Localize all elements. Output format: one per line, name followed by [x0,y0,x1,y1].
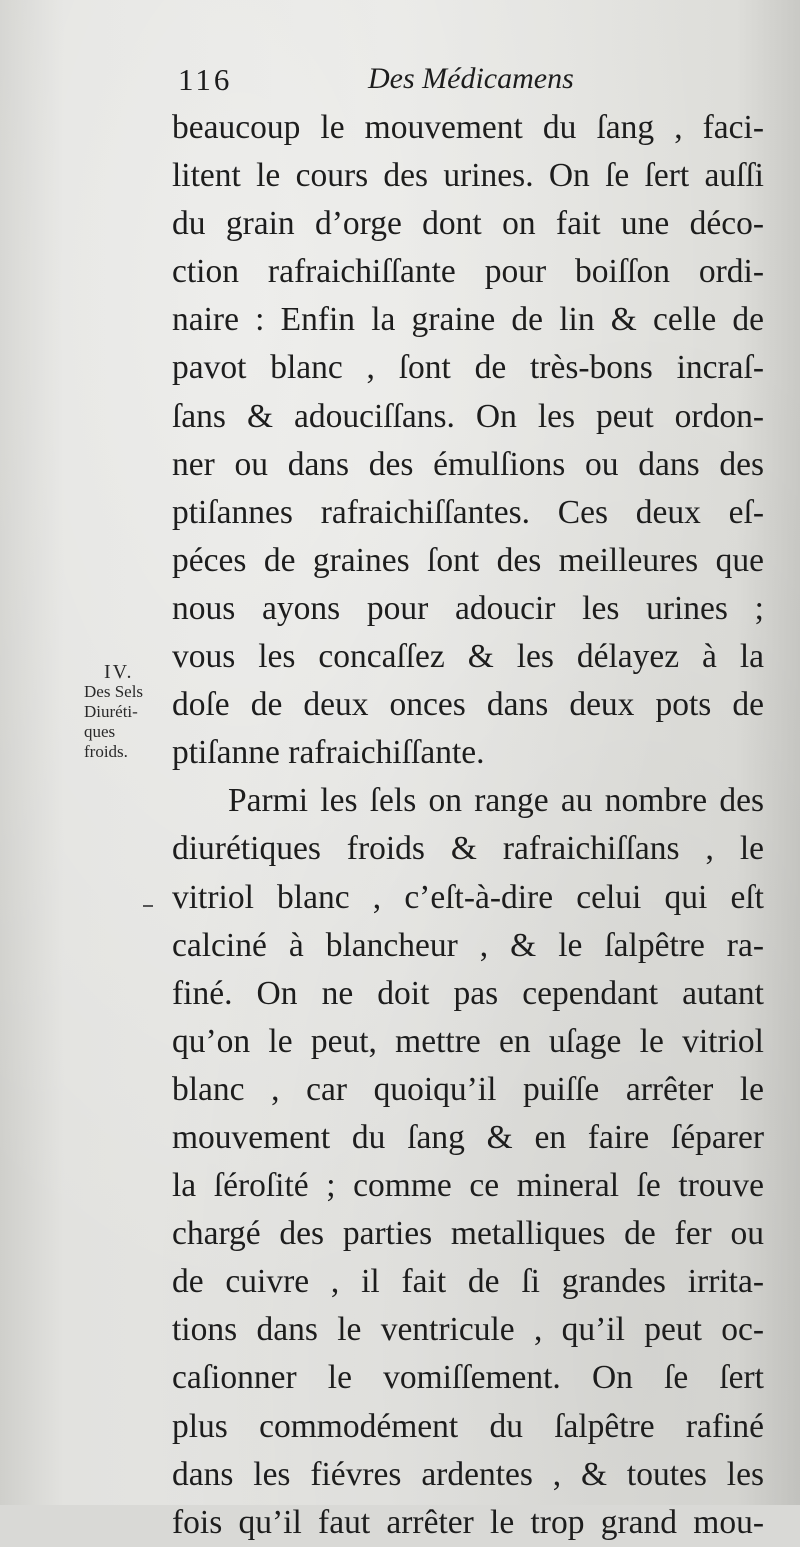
running-head: Des Médicamens [368,62,574,95]
page-number: 116 [178,62,233,97]
text-line: de cuivre , il fait de ſi grandes irrita- [172,1263,764,1301]
text-line: tions dans le ventricule , qu’il peut oc- [172,1311,764,1349]
text-line: vitriol blanc , c’eſt-à-dire celui qui eſt [172,878,764,916]
text-line: calciné à blancheur , & le ſalpêtre ra- [172,926,764,964]
margin-note-line: froids. [84,742,128,761]
margin-note-line: Des Sels [84,682,144,701]
text-line: dans les fiévres ardentes , & toutes les [172,1455,764,1493]
text-line: mouvement du ſang & en faire ſéparer [172,1118,764,1156]
text-line: blanc , car quoiqu’il puiſſe arrêter le [172,1070,764,1108]
text-line: ſans & adouciſſans. On les peut ordon- [172,397,764,435]
text-line: vous les concaſſez & les délayez à la [172,638,764,676]
margin-note-numeral: IV. [104,661,134,683]
margin-note [84,662,174,762]
margin-note-line: Diuréti- [84,702,138,721]
text-line: du grain d’orge dont on fait une déco- [172,205,764,243]
text-line: ction rafraichiſſante pour boiſſon ordi- [172,253,764,291]
page-header [178,62,778,102]
text-line: ner ou dans des émulſions ou dans des [172,445,764,483]
text-line: caſionner le vomiſſement. On ſe ſert [172,1359,764,1397]
text-line: naire : Enfin la graine de lin & celle de [172,301,764,339]
text-line: qu’on le peut, mettre en uſage le vitriol [172,1022,764,1060]
body-text [172,104,764,1547]
text-line: péces de graines ſont des meilleures que [172,541,764,579]
text-line: diurétiques froids & rafraichiſſans , le [172,830,764,868]
text-line: la ſéroſité ; comme ce mineral ſe trouve [172,1167,764,1205]
text-line: doſe de deux onces dans deux pots de [172,686,764,724]
text-line: chargé des parties metalliques de fer ou [172,1215,764,1253]
paragraph-end-line: ptiſanne rafraichiſſante. [172,734,485,772]
text-line: fois qu’il faut arrêter le trop grand mou- [172,1503,764,1541]
text-line: litent le cours des urines. On ſe ſert auſſi [172,157,764,195]
margin-note-line: ques [84,722,116,741]
stray-ink-mark [143,905,153,907]
text-line: nous ayons pour adoucir les urines ; [172,589,764,627]
text-line: plus commodément du ſalpêtre rafiné [172,1407,764,1445]
text-line: beaucoup le mouvement du ſang , faci- [172,109,764,146]
paragraph-start-line: Parmi les ſels on range au nombre des [228,782,764,820]
text-line: ptiſannes rafraichiſſantes. Ces deux eſ- [172,493,764,531]
text-line: finé. On ne doit pas cependant autant [172,974,764,1012]
text-line: pavot blanc , ſont de très-bons incraſ- [172,349,764,387]
